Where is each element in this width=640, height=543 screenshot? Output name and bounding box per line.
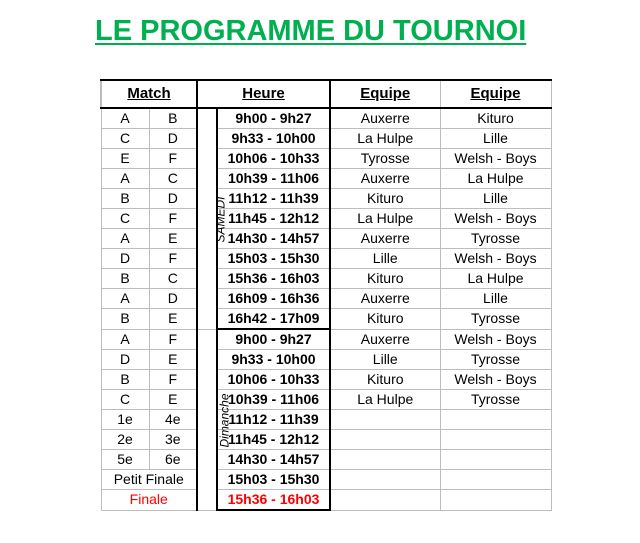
team-1: Auxerre bbox=[330, 169, 440, 189]
match-team-a: A bbox=[101, 169, 149, 189]
team-1 bbox=[330, 490, 440, 511]
time-slot: 9h00 - 9h27 bbox=[217, 108, 330, 129]
time-slot: 15h03 - 15h30 bbox=[217, 249, 330, 269]
team-1: La Hulpe bbox=[330, 129, 440, 149]
time-slot: 14h30 - 14h57 bbox=[217, 450, 330, 470]
team-1: La Hulpe bbox=[330, 390, 440, 410]
match-team-a: D bbox=[101, 249, 149, 269]
team-1: Kituro bbox=[330, 370, 440, 390]
day-label-text: SAMEDI bbox=[213, 196, 228, 243]
team-2: Tyrosse bbox=[440, 229, 551, 249]
schedule-body bbox=[101, 108, 551, 510]
match-team-a: A bbox=[101, 289, 149, 309]
match-team-b: 4e bbox=[149, 410, 197, 430]
team-2: Lille bbox=[440, 129, 551, 149]
match-team-a: A bbox=[101, 229, 149, 249]
header-team-2: Equipe bbox=[440, 80, 551, 108]
match-team-b: E bbox=[149, 229, 197, 249]
table-row bbox=[101, 410, 551, 430]
match-team-b: D bbox=[149, 289, 197, 309]
team-2: Welsh - Boys bbox=[440, 209, 551, 229]
team-1: La Hulpe bbox=[330, 209, 440, 229]
team-1: Auxerre bbox=[330, 108, 440, 129]
day-label-sunday bbox=[197, 329, 232, 510]
match-team-b: 6e bbox=[149, 450, 197, 470]
match-team-a: C bbox=[101, 209, 149, 229]
match-team-b: F bbox=[149, 370, 197, 390]
team-2: Tyrosse bbox=[440, 390, 551, 410]
team-1: Auxerre bbox=[330, 289, 440, 309]
table-row bbox=[101, 169, 551, 189]
team-1: Kituro bbox=[330, 269, 440, 289]
team-1: Auxerre bbox=[330, 229, 440, 249]
day-label-saturday bbox=[197, 108, 228, 329]
team-2 bbox=[440, 410, 551, 430]
time-slot: 10h06 - 10h33 bbox=[217, 149, 330, 169]
team-1 bbox=[330, 430, 440, 450]
match-team-a: B bbox=[101, 269, 149, 289]
table-row bbox=[101, 450, 551, 470]
team-2 bbox=[440, 470, 551, 490]
match-team-a: C bbox=[101, 390, 149, 410]
team-1: Auxerre bbox=[330, 329, 440, 350]
time-slot: 11h12 - 11h39 bbox=[217, 410, 330, 430]
page-title: LE PROGRAMME DU TOURNOI bbox=[95, 15, 527, 47]
time-slot: 11h12 - 11h39 bbox=[217, 189, 330, 209]
match-team-a: 2e bbox=[101, 430, 149, 450]
table-row bbox=[101, 329, 551, 350]
team-2 bbox=[440, 450, 551, 470]
match-team-b: B bbox=[149, 108, 197, 129]
time-slot: 10h06 - 10h33 bbox=[217, 370, 330, 390]
header-row bbox=[101, 80, 551, 108]
match-team-a: B bbox=[101, 370, 149, 390]
team-1: Tyrosse bbox=[330, 149, 440, 169]
team-2: Tyrosse bbox=[440, 309, 551, 330]
match-team-b: C bbox=[149, 169, 197, 189]
team-2: Welsh - Boys bbox=[440, 249, 551, 269]
time-slot: 9h00 - 9h27 bbox=[217, 329, 330, 350]
time-slot: 9h33 - 10h00 bbox=[217, 350, 330, 370]
table-row bbox=[101, 129, 551, 149]
match-team-b: 3e bbox=[149, 430, 197, 450]
match-label: Petit Finale bbox=[101, 470, 197, 490]
match-team-a: A bbox=[101, 329, 149, 350]
table-row bbox=[101, 189, 551, 209]
time-slot: 15h36 - 16h03 bbox=[217, 490, 330, 511]
team-1: Kituro bbox=[330, 309, 440, 330]
match-team-b: F bbox=[149, 249, 197, 269]
match-label: Finale bbox=[101, 490, 197, 511]
team-2: La Hulpe bbox=[440, 169, 551, 189]
team-1: Lille bbox=[330, 249, 440, 269]
match-team-b: C bbox=[149, 269, 197, 289]
header-match: Match bbox=[101, 80, 197, 108]
match-team-b: F bbox=[149, 149, 197, 169]
team-2: Welsh - Boys bbox=[440, 370, 551, 390]
time-slot: 9h33 - 10h00 bbox=[217, 129, 330, 149]
match-team-a: A bbox=[101, 108, 149, 129]
match-team-b: F bbox=[149, 209, 197, 229]
time-slot: 11h45 - 12h12 bbox=[217, 430, 330, 450]
day-label-text: Dimanche bbox=[217, 392, 232, 448]
team-2 bbox=[440, 490, 551, 511]
table-row bbox=[101, 209, 551, 229]
match-team-b: D bbox=[149, 129, 197, 149]
time-slot: 16h09 - 16h36 bbox=[217, 289, 330, 309]
match-team-b: D bbox=[149, 189, 197, 209]
team-1 bbox=[330, 450, 440, 470]
header-time: Heure bbox=[197, 80, 330, 108]
table-row bbox=[101, 149, 551, 169]
time-slot: 16h42 - 17h09 bbox=[217, 309, 330, 330]
table-row bbox=[101, 249, 551, 269]
match-team-a: C bbox=[101, 129, 149, 149]
table-row bbox=[101, 430, 551, 450]
team-2: Lille bbox=[440, 189, 551, 209]
time-slot: 11h45 - 12h12 bbox=[217, 209, 330, 229]
match-team-b: E bbox=[149, 390, 197, 410]
team-1: Lille bbox=[330, 350, 440, 370]
team-2: Tyrosse bbox=[440, 350, 551, 370]
match-team-a: 1e bbox=[101, 410, 149, 430]
team-1: Kituro bbox=[330, 189, 440, 209]
table-row bbox=[101, 289, 551, 309]
match-team-b: E bbox=[149, 309, 197, 330]
team-2: Kituro bbox=[440, 108, 551, 129]
table-row bbox=[101, 470, 551, 490]
time-slot: 15h03 - 15h30 bbox=[217, 470, 330, 490]
team-1 bbox=[330, 470, 440, 490]
table-row bbox=[101, 350, 551, 370]
team-2: Lille bbox=[440, 289, 551, 309]
match-team-a: D bbox=[101, 350, 149, 370]
table-row bbox=[101, 370, 551, 390]
match-team-a: B bbox=[101, 189, 149, 209]
time-slot: 15h36 - 16h03 bbox=[217, 269, 330, 289]
team-2: Welsh - Boys bbox=[440, 149, 551, 169]
table-row bbox=[101, 390, 551, 410]
team-2 bbox=[440, 430, 551, 450]
table-row bbox=[101, 229, 551, 249]
match-team-b: E bbox=[149, 350, 197, 370]
team-2: La Hulpe bbox=[440, 269, 551, 289]
match-team-a: E bbox=[101, 149, 149, 169]
time-slot: 14h30 - 14h57 bbox=[217, 229, 330, 249]
table-row bbox=[101, 490, 551, 511]
table-row bbox=[101, 269, 551, 289]
schedule-table bbox=[100, 79, 552, 511]
time-slot: 10h39 - 11h06 bbox=[217, 390, 330, 410]
match-team-b: F bbox=[149, 329, 197, 350]
team-2: Welsh - Boys bbox=[440, 329, 551, 350]
table-row bbox=[101, 309, 551, 330]
header-team-1: Equipe bbox=[330, 80, 440, 108]
team-1 bbox=[330, 410, 440, 430]
match-team-a: B bbox=[101, 309, 149, 330]
table-row bbox=[101, 108, 551, 129]
time-slot: 10h39 - 11h06 bbox=[217, 169, 330, 189]
match-team-a: 5e bbox=[101, 450, 149, 470]
